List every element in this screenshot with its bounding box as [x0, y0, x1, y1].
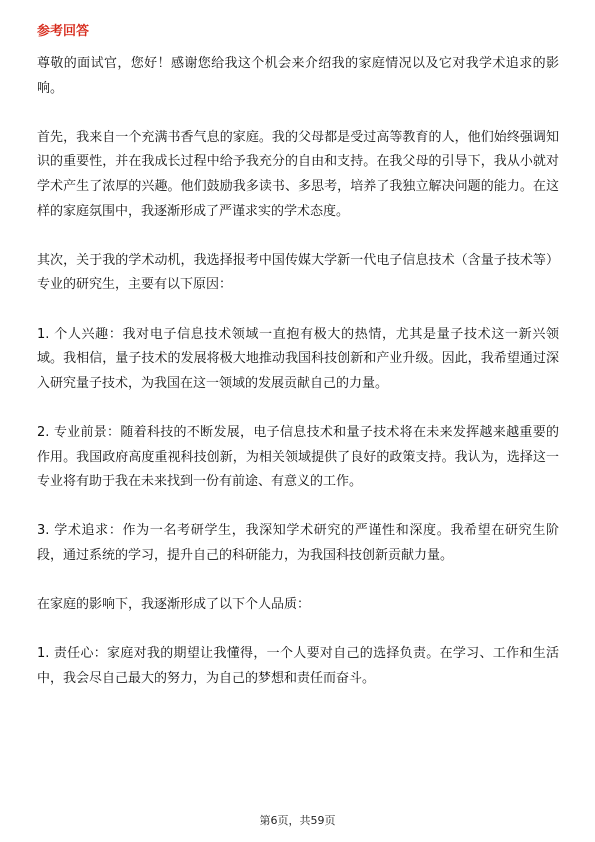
paragraph-career-prospect: 2. 专业前景：随着科技的不断发展，电子信息技术和量子技术将在未来发挥越来越重要的作用。我国政府高度重视科技创新，为相关领域提供了良好的政策支持。我认为，选择这一专业将有助于我在未来找到一份有前途、有意义的工作。	[37, 424, 559, 490]
paragraph-responsibility: 1. 责任心：家庭对我的期望让我懂得，一个人要对自己的选择负责。在学习、工作和生活中，我会尽自己最大的努力，为自己的梦想和责任而奋斗。	[37, 646, 559, 686]
paragraph-academic-pursuit: 3. 学术追求：作为一名考研学生，我深知学术研究的严谨性和深度。我希望在研究生阶段，通过系统的学习，提升自己的科研能力，为我国科技创新贡献力量。	[37, 523, 559, 563]
page-number: 第6页，共59页	[259, 814, 336, 827]
answer-body	[37, 52, 559, 691]
paragraph-personal-interest: 1. 个人兴趣：我对电子信息技术领域一直抱有极大的热情，尤其是量子技术这一新兴领域。我相信，量子技术的发展将极大地推动我国科技创新和产业升级。因此，我希望通过深入研究量子技术，为我国在这一领域的发展贡献自己的力量。	[37, 326, 559, 391]
paragraph-motivation-intro: 其次，关于我的学术动机，我选择报考中国传媒大学新一代电子信息技术（含量子技术等）专业的研究生，主要有以下原因：	[37, 252, 559, 293]
paragraph-qualities-intro: 在家庭的影响下，我逐渐形成了以下个人品质：	[37, 597, 311, 613]
paragraph-greeting: 尊敬的面试官，您好！感谢您给我这个机会来介绍我的家庭情况以及它对我学术追求的影响。	[37, 56, 559, 96]
section-heading: 参考回答	[37, 24, 90, 39]
paragraph-family-background: 首先，我来自一个充满书香气息的家庭。我的父母都是受过高等教育的人，他们始终强调知识的重要性，并在我成长过程中给予我充分的自由和支持。在我父母的引导下，我从小就对学术产生了浓厚的兴趣。他们鼓励我多读书、多思考，培养了我独立解决问题的能力。在这样的家庭氛围中，我逐渐形成了严谨求实的学术态度。	[37, 129, 559, 219]
